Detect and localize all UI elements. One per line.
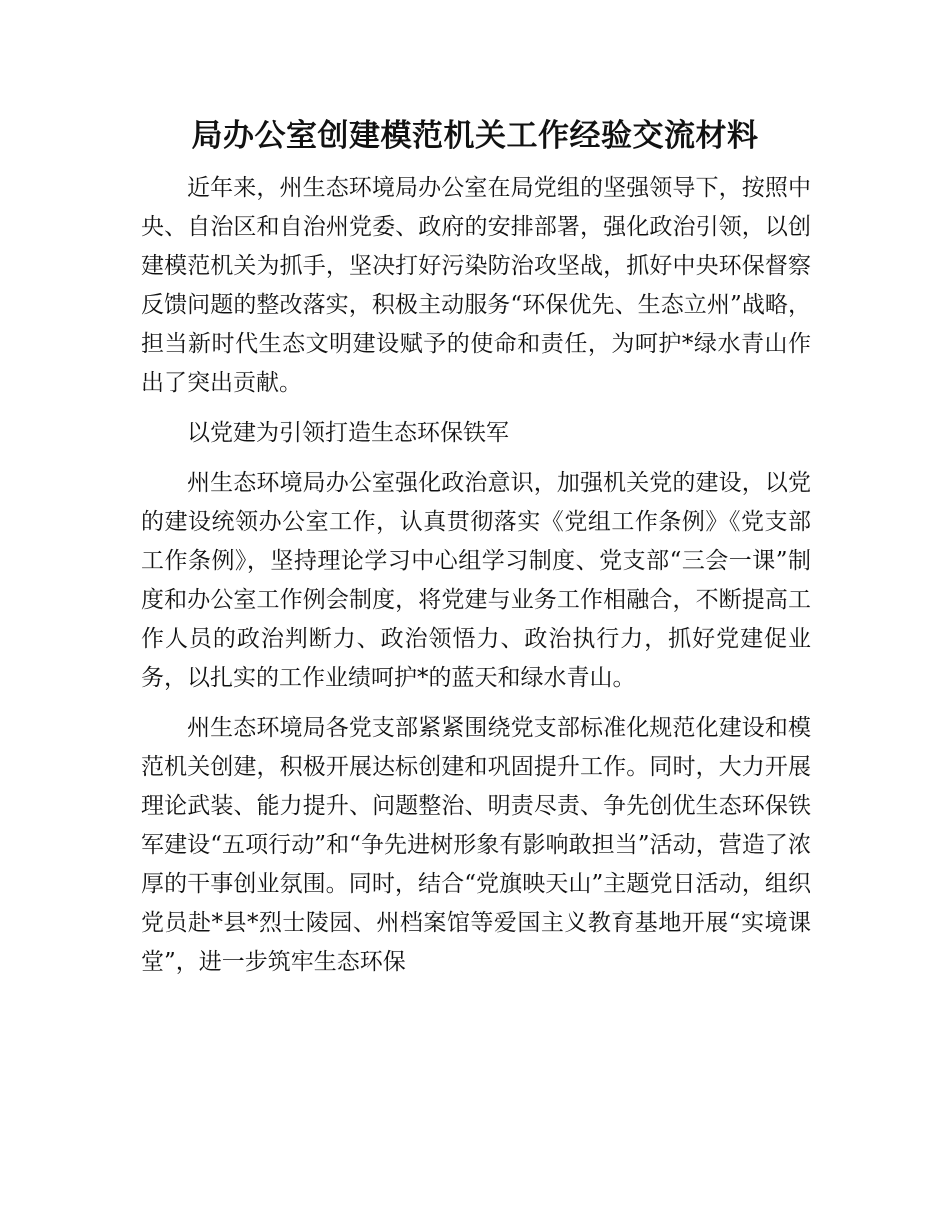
document-title: 局办公室创建模范机关工作经验交流材料	[191, 118, 759, 154]
paragraph-party-building: 州生态环境局办公室强化政治意识，加强机关党的建设，以党的建设统领办公室工作，认真贯彻落实《党组工作条例》《党支部工作条例》，坚持理论学习中心组学习制度、党支部“三会一课”制度和办公室工作例会制度，将党建与业务工作相融合，不断提高工作人员的政治判断力、政治领悟力、政治执行力，抓好党建促业务，以扎实的工作业绩呵护*的蓝天和绿水青山。	[141, 470, 811, 691]
section-heading: 以党建为引领打造生态环保铁军	[187, 420, 509, 446]
paragraph-branch-activities: 州生态环境局各党支部紧紧围绕党支部标准化规范化建设和模范机关创建，积极开展达标创建和巩固提升工作。同时，大力开展理论武装、能力提升、问题整治、明责尽责、争先创优生态环保铁军建设“五项行动”和“争先进树形象有影响敢担当”活动，营造了浓厚的干事创业氛围。同时，结合“党旗映天山”主题党日活动，组织党员赴*县*烈士陵园、州档案馆等爱国主义教育基地开展“实境课堂”，进一步筑牢生态环保	[141, 715, 811, 975]
paragraph-intro: 近年来，州生态环境局办公室在局党组的坚强领导下，按照中央、自治区和自治州党委、政府的安排部署，强化政治引领，以创建模范机关为抓手，坚决打好污染防治攻坚战，抓好中央环保督察反馈问题的整改落实，积极主动服务“环保优先、生态立州”战略，担当新时代生态文明建设赋予的使命和责任，为呵护*绿水青山作出了突出贡献。	[141, 175, 811, 396]
document-body	[141, 169, 811, 982]
